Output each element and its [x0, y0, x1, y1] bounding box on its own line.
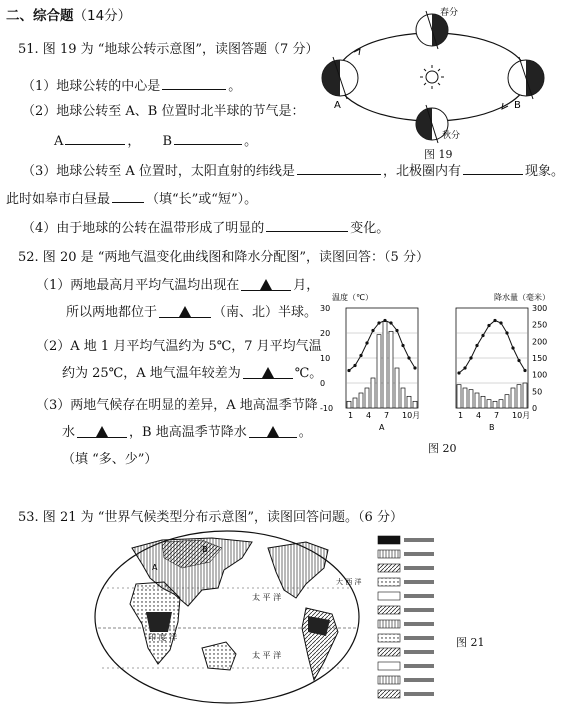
- legend-swatch: [378, 620, 400, 628]
- q51-p3: （3）地球公转至 A 位置时，太阳直射的纬线是 ，北极圈内有 现象。: [22, 164, 564, 179]
- y-tick-label: 20: [320, 329, 331, 338]
- svg-text:降水量（毫米）: 降水量（毫米）: [494, 293, 550, 302]
- svg-text:B: B: [202, 545, 208, 554]
- legend-text-block: [404, 580, 434, 584]
- legend-swatch: [378, 634, 400, 642]
- y-tick-label: 200: [532, 337, 548, 347]
- y-tick-label: 10: [320, 354, 331, 363]
- precip-bar: [365, 388, 369, 408]
- y-tick-label: 150: [532, 354, 548, 363]
- precip-bar: [517, 385, 521, 408]
- y-tick-label: -10: [320, 404, 334, 413]
- x-tick-label: 1: [348, 411, 354, 420]
- legend-text-block: [404, 664, 434, 668]
- temp-point: [523, 369, 526, 372]
- earth-a: [322, 57, 358, 99]
- triangle-marker: [179, 306, 191, 317]
- precip-bar: [413, 401, 417, 408]
- q52-p3-hint: （填 “多、少”）: [62, 452, 158, 467]
- temp-point: [383, 319, 386, 322]
- y-tick-label: 100: [532, 370, 548, 380]
- answer-blank[interactable]: [266, 219, 348, 232]
- x-tick-label: 10月: [512, 411, 531, 420]
- x-tick-label: 7: [494, 411, 500, 420]
- legend-text-block: [404, 594, 434, 598]
- legend-swatch: [378, 606, 400, 614]
- temp-point: [401, 344, 404, 347]
- q52-p2-cont: 约为 25℃，A 地气温年较差为 ℃。: [62, 366, 323, 381]
- precip-bar: [395, 368, 399, 408]
- legend-swatch: [378, 662, 400, 670]
- legend-swatch: [378, 592, 400, 600]
- q52-p3-cont: 水 ，B 地高温季节降水 。: [62, 425, 312, 440]
- temp-point: [493, 319, 496, 322]
- precip-bar: [383, 321, 387, 408]
- answer-blank[interactable]: [159, 305, 211, 318]
- temp-point: [347, 369, 350, 372]
- legend-swatch: [378, 690, 400, 698]
- precip-bar: [469, 390, 473, 408]
- x-tick-label: 10月: [402, 411, 421, 420]
- temp-point: [469, 356, 472, 359]
- answer-blank[interactable]: [65, 132, 125, 145]
- answer-blank[interactable]: [297, 162, 381, 175]
- x-tick-label: 1: [458, 411, 464, 420]
- legend-swatch: [378, 536, 400, 544]
- temp-point: [475, 344, 478, 347]
- legend-text-block: [404, 622, 434, 626]
- legend-swatch: [378, 550, 400, 558]
- legend-swatch: [378, 564, 400, 572]
- svg-text:印 度 洋: 印 度 洋: [148, 633, 178, 642]
- map-legend: [376, 532, 440, 710]
- svg-text:太 平 洋: 太 平 洋: [252, 651, 282, 660]
- q52-p2: （2）A 地 1 月平均气温约为 5℃，7 月平均气温: [36, 339, 322, 354]
- legend-text-block: [404, 678, 434, 682]
- answer-blank[interactable]: [174, 132, 242, 145]
- precip-bar: [493, 401, 497, 408]
- svg-text:秋分: 秋分: [442, 131, 461, 141]
- q51-p4: （4）由于地球的公转在温带形成了明显的 变化。: [22, 221, 390, 236]
- climate-charts: [318, 290, 554, 440]
- answer-blank[interactable]: [162, 77, 226, 90]
- temp-line: [349, 321, 415, 371]
- answer-blank[interactable]: [249, 425, 297, 438]
- fig20-caption: 图 20: [428, 442, 457, 455]
- q51-p2-answers: A ， B 。: [54, 134, 258, 149]
- answer-blank[interactable]: [77, 425, 127, 438]
- triangle-marker: [260, 279, 272, 290]
- legend-swatch: [378, 578, 400, 586]
- precip-bar: [371, 378, 375, 408]
- temp-point: [481, 334, 484, 337]
- precip-bar: [353, 398, 357, 408]
- world-climate-map: [92, 528, 362, 706]
- earth-orbit-diagram: [318, 2, 552, 152]
- precip-bar: [523, 383, 527, 408]
- legend-text-block: [404, 636, 434, 640]
- temp-point: [413, 366, 416, 369]
- temp-point: [395, 329, 398, 332]
- q51-p1: （1）地球公转的中心是 。: [22, 79, 242, 94]
- q52-p3: （3）两地气候存在明显的差异，A 地高温季节降: [36, 398, 318, 413]
- svg-text:春分: 春分: [440, 8, 459, 18]
- legend-text-block: [404, 650, 434, 654]
- precip-bar: [481, 396, 485, 408]
- precip-bar: [463, 388, 467, 408]
- precip-bar: [407, 396, 411, 408]
- answer-blank[interactable]: [463, 162, 523, 175]
- fig21-caption: 图 21: [456, 636, 485, 649]
- temp-point: [487, 324, 490, 327]
- precip-bar: [347, 401, 351, 408]
- precip-bar: [377, 335, 381, 408]
- triangle-marker: [262, 367, 274, 378]
- panel-label: B: [489, 423, 495, 432]
- x-tick-label: 4: [366, 411, 372, 420]
- q51-p3-cont: 此时如皋市白昼最 （填“长”或“短”）。: [6, 192, 258, 207]
- svg-text:A: A: [334, 100, 341, 111]
- legend-text-block: [404, 608, 434, 612]
- q52-p1: （1）两地最高月平均气温均出现在 月，: [36, 278, 320, 293]
- svg-text:B: B: [514, 100, 521, 111]
- x-tick-label: 4: [476, 411, 482, 420]
- earth-b: [508, 57, 544, 99]
- fig19-caption: 图 19: [424, 148, 453, 161]
- y-tick-label: 0: [532, 404, 538, 413]
- x-tick-label: 7: [384, 411, 390, 420]
- legend-text-block: [404, 692, 434, 696]
- y-tick-label: 30: [320, 304, 331, 313]
- temp-point: [457, 371, 460, 374]
- temp-point: [517, 359, 520, 362]
- precip-bar: [487, 400, 491, 408]
- answer-blank[interactable]: [243, 366, 293, 379]
- section-heading: 二、综合题（14分）: [6, 8, 132, 24]
- temp-point: [371, 329, 374, 332]
- answer-blank[interactable]: [112, 190, 144, 203]
- temp-point: [377, 321, 380, 324]
- y-tick-label: 300: [532, 304, 548, 313]
- temp-point: [359, 354, 362, 357]
- legend-text-block: [404, 552, 434, 556]
- svg-text:太 平 洋: 太 平 洋: [252, 593, 282, 602]
- precip-bar: [401, 388, 405, 408]
- q51-p2: （2）地球公转至 A、B 位置时北半球的节气是：: [22, 104, 305, 119]
- answer-blank[interactable]: [241, 278, 291, 291]
- precip-bar: [499, 400, 503, 408]
- temp-line: [459, 321, 525, 374]
- legend-swatch: [378, 676, 400, 684]
- svg-text:A: A: [152, 563, 158, 572]
- q52-p1-cont: 所以两地都位于 （南、北）半球。: [66, 305, 318, 320]
- triangle-marker: [267, 426, 279, 437]
- temp-point: [511, 346, 514, 349]
- temp-point: [389, 321, 392, 324]
- y-tick-label: 0: [320, 379, 326, 388]
- precip-bar: [389, 331, 393, 408]
- precip-bar: [511, 388, 515, 408]
- q53-stem: 53. 图 21 为 “世界气候类型分布示意图”，读图回答问题。（6 分）: [18, 510, 403, 525]
- precip-bar: [457, 385, 461, 408]
- panel-label: A: [379, 423, 385, 432]
- q52-stem: 52. 图 20 是 “两地气温变化曲线图和降水分配图”，读图回答：（5 分）: [18, 250, 429, 265]
- precip-bar: [475, 393, 479, 408]
- temp-point: [353, 364, 356, 367]
- legend-text-block: [404, 538, 434, 542]
- y-tick-label: 50: [532, 387, 543, 397]
- precip-bar: [359, 393, 363, 408]
- svg-text:温度（℃）: 温度（℃）: [332, 293, 373, 302]
- legend-swatch: [378, 648, 400, 656]
- temp-point: [505, 331, 508, 334]
- legend-text-block: [404, 566, 434, 570]
- sun-icon: [420, 65, 444, 89]
- y-tick-label: 250: [532, 320, 548, 330]
- temp-point: [499, 321, 502, 324]
- precip-bar: [505, 395, 509, 408]
- temp-point: [463, 366, 466, 369]
- svg-text:大 西 洋: 大 西 洋: [336, 578, 362, 586]
- triangle-marker: [96, 426, 108, 437]
- temp-point: [365, 341, 368, 344]
- temp-point: [407, 356, 410, 359]
- q51-stem: 51. 图 19 为 “地球公转示意图”，读图答题（7 分）: [18, 42, 319, 57]
